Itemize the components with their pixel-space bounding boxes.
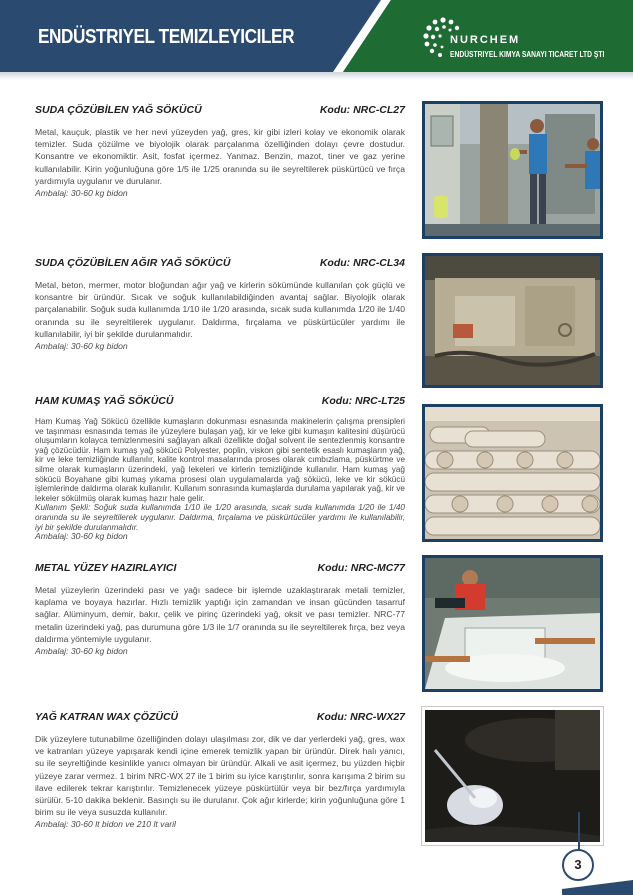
product-description: Metal, beton, mermer, motor bloğundan ağır yağ ve kirlerin sökümünde kullanılan çok güçlü ve konsantre bir üründür. Sıcak ve soğuk kullanılabildiğinden avantaj sağlar. Biyolojik olarak parçalanabilir. Soğuk suda kullanımda 1/10 ile 1/20 arasında, sıcak suda kullanımda 1/20 ile 1/40 oranında su ile seyreltilerek uygulanır. Daldırma, fırçalama ve püskürtücüler yardımı ile kullanılabilir, iyi bir şekilde durulanmalıdır.: [35, 280, 405, 339]
page-header: [0, 0, 633, 78]
section-heading: [35, 562, 405, 576]
section-heading: [35, 104, 405, 118]
oily-engine-photo: [422, 253, 603, 388]
section-heading: [35, 257, 405, 271]
product-section-cl27: [35, 104, 405, 199]
product-packaging: Ambalaj: 30-60 kg bidon: [35, 341, 128, 352]
header-shadow: [0, 72, 633, 80]
product-title: METAL YÜZEY HAZIRLAYICI: [35, 562, 177, 574]
page-number: 3: [562, 849, 594, 881]
product-code: Kodu: NRC-CL34: [319, 257, 405, 269]
page-title: ENDÜSTRIYEL TEMIZLEYICILER: [38, 26, 295, 48]
product-usage: Kullanım Şekli: Soğuk suda kullanımda 1/10 ile 1/20 arasında, sıcak suda kullanımda 1/20 ile 1/40 oranında su ile seyreltilerek uygulanır. Daldırma, fırçalama ve püskürtücüler yardımı ile kullanılabilir, iyi bir şekilde durulanmalıdır.: [35, 503, 405, 532]
product-packaging: Ambalaj: 30-60 kg bidon: [35, 188, 128, 199]
product-title: HAM KUMAŞ YAĞ SÖKÜCÜ: [35, 395, 174, 407]
product-section-cl34: [35, 257, 405, 352]
product-title: YAĞ KATRAN WAX ÇÖZÜCÜ: [35, 711, 179, 723]
product-description: Metal yüzeylerin üzerindeki pası ve yağı sadece bir işlemde uzaklaştırarak metali temizler, kaplama ve boyaya hazırlar. Hızlı temizlik yaptığı için zamandan ve insan gücünden tasarruf sağlar. Alüminyum, demir, bakır, çelik ve pirinç üzerindeki yağ, oksit ve pası temizler. NRC-77 metalin üzerindeki yağ, pas durumuna göre 1/3 ile 1/7 oranında su ile seyreltilerek fırça, bez veya daldırma yöntemiyle uygulanır.: [35, 585, 405, 644]
product-title: SUDA ÇÖZÜBİLEN YAĞ SÖKÜCÜ: [35, 104, 202, 116]
product-code: Kodu: NRC-LT25: [321, 395, 405, 407]
footer-band: [562, 880, 633, 895]
tar-cleaning-photo: [422, 707, 603, 845]
factory-workers-photo: [422, 101, 603, 239]
product-packaging: Ambalaj: 30-60 lt bidon ve 210 lt varil: [35, 819, 176, 830]
section-heading: [35, 395, 405, 409]
section-heading: [35, 711, 405, 725]
logo-subtitle: ENDÜSTRIYEL KIMYA SANAYI TICARET LTD ŞTI: [450, 50, 605, 59]
product-description-block: [35, 417, 405, 542]
metal-bath-photo: [422, 555, 603, 692]
product-code: Kodu: NRC-MC77: [317, 562, 405, 574]
product-section-mc77: [35, 562, 405, 657]
product-packaging: Ambalaj: 30-60 kg bidon: [35, 646, 128, 657]
fabric-rolls-photo: [422, 404, 603, 542]
product-code: Kodu: NRC-CL27: [319, 104, 405, 116]
logo-name: NURCHEM: [450, 34, 521, 46]
company-logo: [420, 12, 632, 68]
product-section-wx27: [35, 711, 405, 830]
product-title: SUDA ÇÖZÜBİLEN AĞIR YAĞ SÖKÜCÜ: [35, 257, 231, 269]
product-section-lt25: [35, 395, 405, 542]
product-packaging: Ambalaj: 30-60 kg bidon: [35, 531, 128, 542]
product-code: Kodu: NRC-WX27: [316, 711, 405, 723]
product-description: Dik yüzeylere tutunabilme özelliğinden dolayı ulaşılması zor, dik ve dar yerlerdeki yağ, gres, wax ve katranları yüzeye yapışarak kendi içine emerek temizlik yapan bir üründür. Direk halı yanıcı, su ile seyreltiğinde kesinlikle yanıcı olmayan bir üründür. Alkali ve asit içermez, bu yüzden hiçbir yüzeye zarar vermez. 1 birim NRC-WX 27 ile 1 birim su iyice karıştırılır, sonra karışıma 2 birim su ilave edilerek tekrar karıştırılır. Temizlenecek yüzeye püskürtülür veya bir bez/fırça yardımıyla sürülür. 5-10 dakika beklenir. Basınçlı su ile durulanır. Çok ağır kirlerde; kirin yoğunluğuna göre 1 birim su ile veya susuzda kullanılır.: [35, 734, 405, 818]
product-description: Ham Kumaş Yağ Sökücü özellikle kumaşların dokunması esnasında makinelerin çalışma prensipleri ve taşınması esnasında temas ile yüzeylere bulaşan yağ, kir ve leke gibi kumaşın kalitesini düşürücü oluşumların kolayca temizlenmesini sağlayan alkali özellikte doğal solvent ile sentezlenmiş konsantre yağ çözücüdür. Ham kumaş yağ sökücü Polyester, poplin, viskon gibi sentetik esaslı kumaşların yağ, kir ve leke temizliğinde kullanılır, kalite kontrol masalarında proses olarak cımbızlama, püskürtme ve silme olarak kumaşların üzerindeki, yağ lekeleri ve kirlerin temizliğinde kullanılır. Ham kumaş yağ sökücü Boyahane gibi kumaş yıkama prosesi olan uygulamalarda yağ sökücü, leke ve kir sökücü işlemlerinde daldırma olarak kullanılır. Kullanım sonrasında kumaşlarda durulama yapılarak yağ, kir ve lekeler sökülmüş olarak kumaş hazır hale gelir.: [35, 417, 405, 503]
page-number-line: [578, 812, 580, 850]
product-description: Metal, kauçuk, plastik ve her nevi yüzeyden yağ, gres, kir gibi izleri kolay ve ekonomik olarak temizler. Suda çözülme ve biyolojik olarak parçalanma özelliğinden dolayı çevre dostudur. Konsantre ve ekonomiktir. Asit, fosfat içermez. Yanmaz. Benzin, mazot, tiner ve gaz yerine kullanılabilir. Kirin yoğunluğuna göre 1/5 ile 1/25 oranında su ile seyreltilerek püskürtücü ve fırça yardımıyla uygulanır ve durulanır.: [35, 127, 405, 186]
